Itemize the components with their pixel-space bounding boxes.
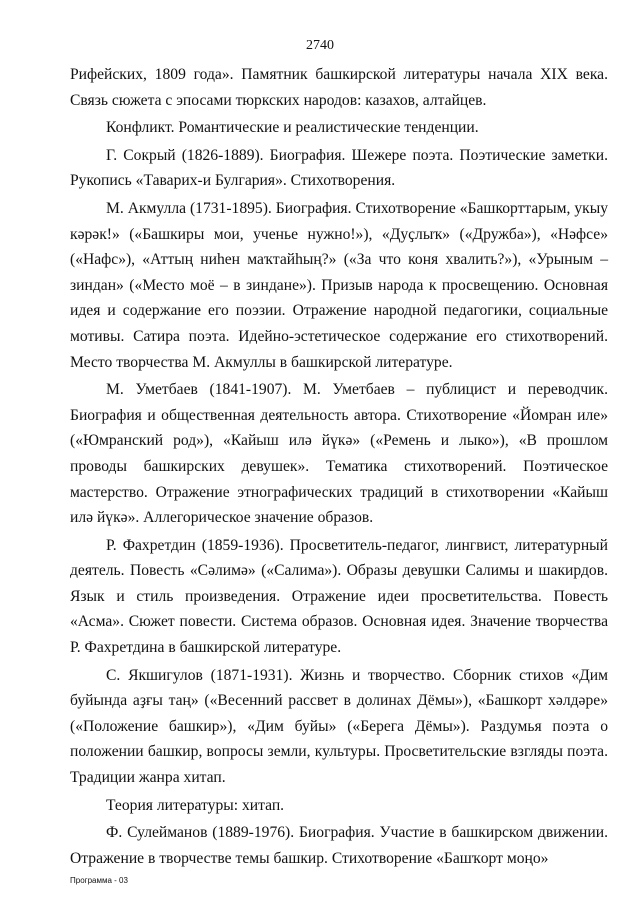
paragraph: Ф. Сулейманов (1889-1976). Биография. Участие в башкирском движении. Отражение в творчестве темы башкир. Стихотворение «Башҡорт моңо»: [70, 824, 608, 867]
page-number: 2740: [306, 38, 334, 53]
paragraph: С. Якшигулов (1871-1931). Жизнь и творчество. Сборник стихов «Дим буйында аҙғы таң» («Весенний рассвет в долинах Дёмы»), «Башкорт хәлдәре» («Положение башкир»), «Дим буйы» («Берега Дёмы»). Раздумья поэта о положении башкир, вопросы земли, культуры. Просветительские взгляды поэта. Традиции жанра хитап.: [70, 666, 608, 787]
paragraph: Конфликт. Романтические и реалистические тенденции.: [106, 119, 479, 137]
paragraph: М. Уметбаев (1841-1907). М. Уметбаев – публицист и переводчик. Биография и общественная деятельность автора. Стихотворение «Йомран иле» («Юмранский род»), «Кайыш илә йүкә» («Ремень и лыко»), «В прошлом проводы башкирских девушек». Тематика стихотворений. Поэтическое мастерство. Отражение этнографических традиций в стихотворении «Кайыш илә йүкә». Аллегорическое значение образов.: [70, 381, 608, 527]
paragraph: Р. Фахретдин (1859-1936). Просветитель-педагог, лингвист, литературный деятель. Повесть «Сәлимә» («Салима»). Образы девушки Салимы и шакирдов. Язык и стиль произведения. Отражение идеи просветительства. Повесть «Асма». Сюжет повести. Система образов. Основная идея. Значение творчества Р. Фахретдина в башкирской литературе.: [70, 536, 608, 657]
paragraph: Г. Сокрый (1826-1889). Биография. Шежере поэта. Поэтические заметки. Рукопись «Таварих-и Булгария». Стихотворения.: [70, 146, 608, 190]
paragraph: Теория литературы: хитап.: [106, 796, 285, 814]
paragraph: М. Акмулла (1731-1895). Биография. Стихотворение «Башкорттарым, укыу кәрәк!» («Башкиры мои, ученье нужно!»), «Дуҫлыҡ» («Дружба»), «Нәфсе» («Нафс»), «Аттың ниһен маҡтайһың?» («За что коня хвалить?»), «Урыным – зиндан» («Место моё – в зиндане»). Призыв народа к просвещению. Основная идея и содержание его поэзии. Отражение народной педагогики, социальные мотивы. Сатира поэта. Идейно-эстетическое содержание его стихотворений. Место творчества М. Акмуллы в башкирской литературе.: [70, 199, 608, 371]
paragraph: Рифейских, 1809 года». Памятник башкирской литературы начала XIX века. Связь сюжета с эпосами тюркских народов: казахов, алтайцев.: [70, 66, 608, 109]
footer-label: Программа - 03: [70, 876, 128, 885]
document-body: [70, 62, 608, 873]
